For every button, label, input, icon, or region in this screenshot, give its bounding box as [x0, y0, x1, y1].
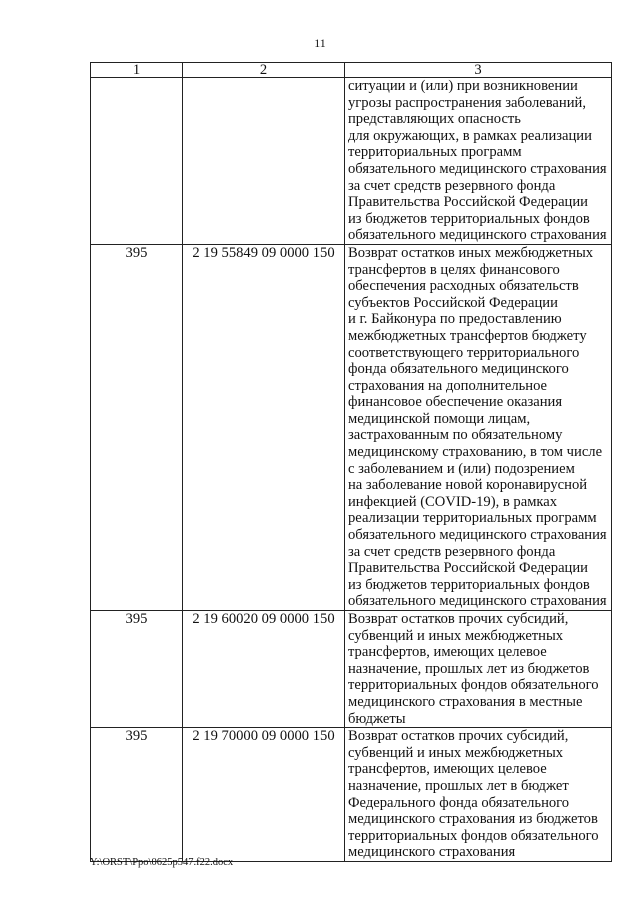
table-header-row — [91, 63, 612, 78]
document-table — [90, 62, 612, 862]
table-row — [91, 244, 612, 610]
admin-code-cell: 395 — [91, 611, 183, 728]
header-col-2: 2 — [183, 63, 345, 78]
header-col-3: 3 — [345, 63, 612, 78]
admin-code-cell — [91, 78, 183, 245]
footer-file-path: Y:\ORST\Ppo\0625p547.f22.docx — [90, 857, 234, 868]
description-cell: Возврат остатков прочих субсидий, субвенций и иных межбюджетных трансфертов, имеющих целевое назначение, прошлых лет в бюджет Федерального фонда обязательного медицинского страхования из бюджетов территориальных фондов обязательного медицинского страхования — [345, 728, 612, 862]
description-cell: Возврат остатков иных межбюджетных трансфертов в целях финансового обеспечения расходных обязательств субъектов Российской Федерации и г. Байконура по предоставлению межбюджетных трансфертов бюджету соответствующего территориального фонда обязательного медицинского страхования на дополнительное финансовое обеспечение оказания медицинской помощи лицам, застрахованным по обязательному медицинскому страхованию, в том числе с заболеванием и (или) подозрением на заболевание новой коронавирусной инфекцией (COVID-19), в рамках реализации территориальных программ обязательного медицинского страхования за счет средств резервного фонда Правительства Российской Федерации из бюджетов территориальных фондов обязательного медицинского страхования — [345, 244, 612, 610]
budget-code-cell: 2 19 55849 09 0000 150 — [183, 244, 345, 610]
description-cell: Возврат остатков прочих субсидий, субвенций и иных межбюджетных трансфертов, имеющих целевое назначение, прошлых лет из бюджетов территориальных фондов обязательного медицинского страхования в местные бюджеты — [345, 611, 612, 728]
description-cell: ситуации и (или) при возникновении угрозы распространения заболеваний, представляющих опасность для окружающих, в рамках реализации территориальных программ обязательного медицинского страхования за счет средств резервного фонда Правительства Российской Федерации из бюджетов территориальных фондов обязательного медицинского страхования — [345, 78, 612, 245]
table-row — [91, 611, 612, 728]
admin-code-cell: 395 — [91, 244, 183, 610]
table-row — [91, 78, 612, 245]
header-col-1: 1 — [91, 63, 183, 78]
budget-code-cell: 2 19 60020 09 0000 150 — [183, 611, 345, 728]
admin-code-cell: 395 — [91, 728, 183, 862]
page-number: 11 — [314, 36, 326, 50]
table-row — [91, 728, 612, 862]
budget-code-cell — [183, 78, 345, 245]
budget-code-cell: 2 19 70000 09 0000 150 — [183, 728, 345, 862]
